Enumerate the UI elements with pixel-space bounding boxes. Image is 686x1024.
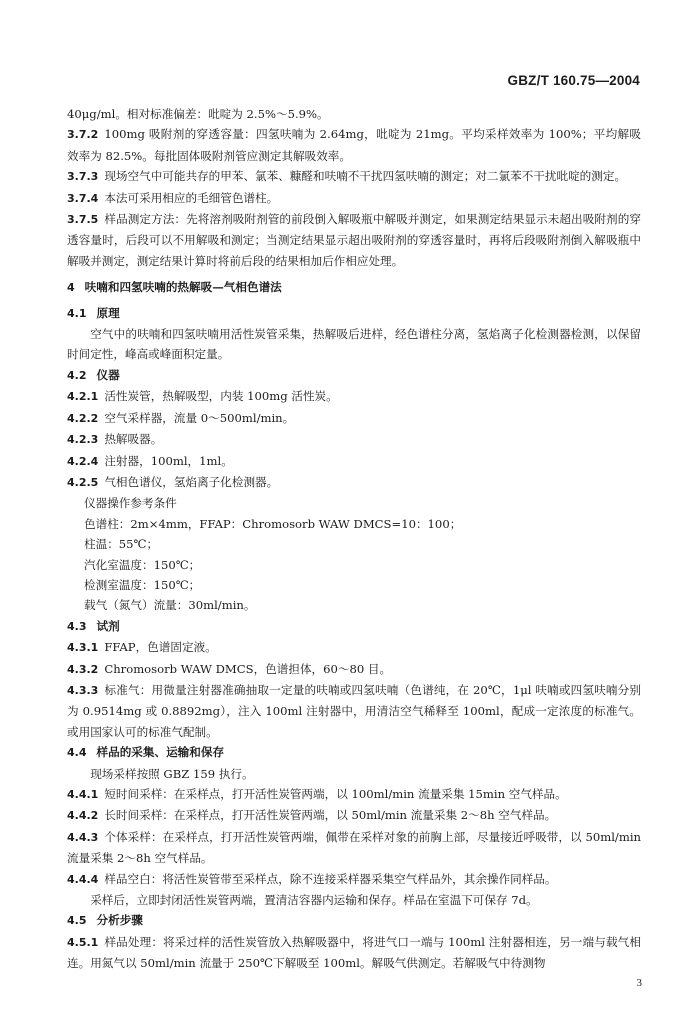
clause-number: 4.4.1 — [67, 788, 99, 801]
clause-number: 4.2.2 — [67, 411, 99, 425]
clause-number: 4.3.3 — [67, 683, 99, 697]
section-heading — [67, 277, 641, 298]
clause-text: 仪器 — [96, 367, 120, 382]
condition-line — [67, 493, 641, 513]
clause-text: 试剂 — [96, 618, 120, 633]
clause-text: 个体采样：在采样点，打开活性炭管两端，佩带在采样对象的前胸上部，尽量接近呼吸带，以 50ml/min 流量采集 2～8h 空气样品。 — [67, 829, 641, 866]
subsection-heading — [67, 910, 641, 931]
numbered-clause — [67, 869, 641, 890]
condition-line — [67, 575, 641, 595]
clause-text: 载气（氮气）流量：30ml/min。 — [84, 598, 256, 613]
clause-text: 气相色谱仪，氢焰离子化检测器。 — [104, 474, 279, 489]
numbered-clause — [67, 805, 641, 826]
clause-text: 检测室温度：150℃； — [84, 577, 201, 592]
body-paragraph — [67, 890, 641, 910]
numbered-clause — [67, 932, 641, 974]
clause-text: 短时间采样：在采样点，打开活性炭管两端，以 100ml/min 流量采集 15min 空气样品。 — [104, 787, 567, 801]
clause-number: 4.4.2 — [67, 809, 99, 823]
clause-number: 4.4.3 — [67, 830, 99, 844]
numbered-clause — [67, 680, 641, 742]
clause-text: 空气中的呋喃和四氢呋喃用活性炭管采集，热解吸后进样，经色谱柱分离，氢焰离子化检测器检测，以保留时间定性，峰高或峰面积定量。 — [67, 327, 641, 362]
clause-number: 4.3.1 — [67, 641, 99, 655]
clause-number: 4.2.4 — [67, 454, 99, 468]
clause-text: Chromosorb WAW DMCS，色谱担体，60～80 目。 — [104, 661, 392, 676]
clause-number: 3.7.2 — [67, 128, 99, 142]
numbered-clause — [67, 209, 641, 271]
document-body — [67, 104, 641, 974]
clause-text: 本法可采用相应的毛细管色谱柱。 — [104, 190, 279, 205]
clause-text: 现场采样按照 GBZ 159 执行。 — [90, 766, 254, 781]
clause-text: 现场空气中可能共存的甲苯、氯苯、糠醛和呋喃不干扰四氢呋喃的测定；对二氯苯不干扰吡啶的测定。 — [104, 169, 627, 184]
clause-number: 4.2.1 — [67, 390, 99, 404]
numbered-clause — [67, 104, 641, 124]
page-number: 3 — [636, 977, 642, 989]
clause-text: 样品处理：将采过样的活性炭管放入热解吸器中，将进气口一端与 100ml 注射器相连，另一端与载气相连。用氮气以 50ml/min 流量于 250℃下解吸至 100ml。解吸气供测定。若解吸气中待测物 — [67, 934, 641, 971]
clause-text: 汽化室温度：150℃； — [84, 557, 201, 572]
clause-text: 采样后，立即封闭活性炭管两端，置清洁容器内运输和保存。样品在室温下可保存 7d。 — [90, 893, 538, 908]
clause-number: 4.3 — [67, 619, 87, 633]
numbered-clause — [67, 429, 641, 450]
numbered-clause — [67, 827, 641, 869]
numbered-clause — [67, 124, 641, 166]
clause-text: 100mg 吸附剂的穿透容量：四氢呋喃为 2.64mg，吡啶为 21mg。平均采样效率为 100%；平均解吸效率为 82.5%。每批固体吸附剂管应测定其解吸效率。 — [67, 127, 641, 163]
condition-line — [67, 534, 641, 554]
clause-number: 4.2 — [67, 368, 87, 382]
numbered-clause — [67, 166, 641, 187]
condition-line — [67, 514, 641, 534]
clause-number: 4.2.5 — [67, 475, 99, 489]
clause-text: 色谱柱：2m×4mm，FFAP：Chromosorb WAW DMCS=10：100； — [84, 516, 462, 531]
subsection-heading — [67, 365, 641, 386]
subsection-heading — [67, 742, 641, 763]
clause-text: 热解吸器。 — [104, 432, 163, 447]
standard-code: GBZ/T 160.75—2004 — [507, 73, 640, 88]
clause-number: 3.7.4 — [67, 191, 99, 205]
clause-number: 4.5.1 — [67, 935, 99, 949]
clause-number: 4.4.4 — [67, 872, 99, 886]
clause-number: 3.7.3 — [67, 170, 99, 184]
numbered-clause — [67, 451, 641, 472]
clause-text: 样品空白：将活性炭管带至采样点，除不连接采样器采集空气样品外，其余操作同样品。 — [104, 871, 557, 886]
clause-text: 样品的采集、运输和保存 — [96, 745, 225, 760]
numbered-clause — [67, 386, 641, 407]
clause-text: 40μg/ml。相对标准偏差：吡啶为 2.5%～5.9%。 — [67, 107, 329, 121]
clause-number: 3.7.5 — [67, 213, 99, 227]
clause-number: 4.5 — [67, 914, 87, 928]
clause-number: 4.2.3 — [67, 433, 99, 447]
subsection-heading — [67, 616, 641, 637]
numbered-clause — [67, 784, 641, 805]
numbered-clause — [67, 637, 641, 658]
clause-text: 仪器操作参考条件 — [84, 496, 177, 511]
clause-text: 活性炭管，热解吸型，内装 100mg 活性炭。 — [104, 389, 338, 404]
clause-number: 4.4 — [67, 746, 87, 760]
body-paragraph — [67, 324, 641, 365]
numbered-clause — [67, 408, 641, 429]
clause-number: 4.3.2 — [67, 662, 99, 676]
clause-text: 分析步骤 — [96, 913, 143, 928]
clause-text: 标准气：用微量注射器准确抽取一定量的呋喃或四氢呋喃（色谱纯，在 20℃，1μl 呋喃或四氢呋喃分别为 0.9514mg 或 0.8892mg），注入 100ml 注射器中，用清洁空气稀释至 100ml，配成一定浓度的标准气。或用国家认可的标准气配制。 — [67, 682, 641, 739]
clause-text: 柱温：55℃； — [84, 537, 159, 552]
condition-line — [67, 595, 641, 615]
numbered-clause — [67, 188, 641, 209]
body-paragraph — [67, 764, 641, 784]
clause-text: 长时间采样：在采样点，打开活性炭管两端，以 50ml/min 流量采集 2～8h 空气样品。 — [104, 808, 557, 823]
condition-line — [67, 555, 641, 575]
numbered-clause — [67, 472, 641, 493]
clause-text: 呋喃和四氢呋喃的热解吸—气相色谱法 — [84, 280, 282, 295]
clause-text: FFAP，色谱固定液。 — [104, 640, 217, 655]
clause-text: 注射器，100ml，1ml。 — [104, 453, 233, 468]
clause-text: 原理 — [96, 305, 120, 320]
clause-text: 样品测定方法：先将溶剂吸附剂管的前段倒入解吸瓶中解吸并测定，如果测定结果显示未超出吸附剂的穿透容量时，后段可以不用解吸和测定；当测定结果显示超出吸附剂的穿透容量时，再将后段吸附剂倒入解吸瓶中解吸并测定，测定结果计算时将前后段的结果相加后作相应处理。 — [67, 212, 641, 268]
clause-number: 4 — [67, 281, 75, 295]
subsection-heading — [67, 303, 641, 324]
clause-text: 空气采样器，流量 0～500ml/min。 — [104, 410, 295, 425]
numbered-clause — [67, 659, 641, 680]
clause-number: 4.1 — [67, 306, 87, 320]
